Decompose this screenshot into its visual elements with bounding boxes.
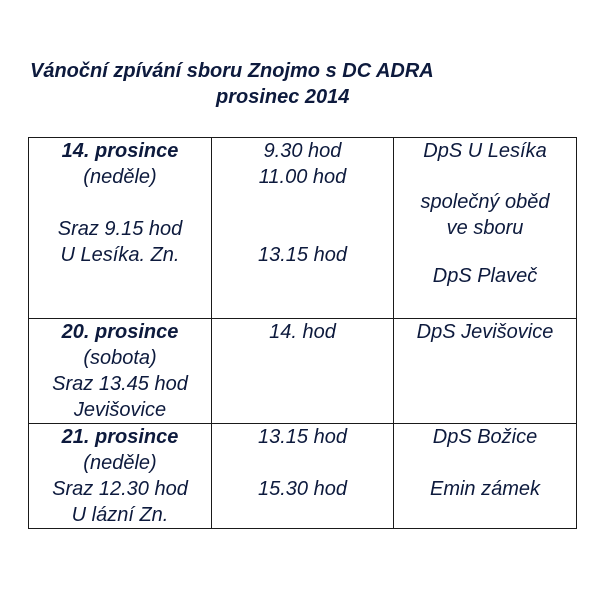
meeting-place: Jevišovice bbox=[73, 399, 167, 421]
place: Emin zámek bbox=[429, 478, 541, 500]
meeting-place: U Lesíka. Zn. bbox=[60, 244, 180, 266]
meeting-time: Sraz 13.45 hod bbox=[52, 373, 188, 395]
document-title bbox=[30, 58, 570, 110]
place-cell bbox=[394, 319, 577, 424]
meeting-place: U lázní Zn. bbox=[71, 504, 169, 526]
place: ve sboru bbox=[446, 217, 524, 239]
time: 11.00 hod bbox=[258, 166, 347, 188]
time: 13.15 hod bbox=[258, 244, 347, 266]
place: DpS Jevišovice bbox=[416, 321, 554, 343]
time-cell bbox=[212, 138, 394, 319]
place: společný oběd bbox=[420, 191, 550, 213]
date: 14. prosince bbox=[61, 140, 179, 162]
date-cell bbox=[29, 138, 212, 319]
place-cell bbox=[394, 424, 577, 529]
table-row bbox=[29, 319, 577, 424]
place-cell bbox=[394, 138, 577, 319]
time: 15.30 hod bbox=[258, 478, 347, 500]
place: DpS Plaveč bbox=[432, 265, 538, 287]
time: 13.15 hod bbox=[258, 426, 347, 448]
meeting-time: Sraz 12.30 hod bbox=[52, 478, 188, 500]
date: 20. prosince bbox=[61, 321, 179, 343]
table-row bbox=[29, 138, 577, 319]
weekday: (sobota) bbox=[83, 347, 157, 369]
weekday: (neděle) bbox=[83, 166, 157, 188]
time-cell bbox=[212, 319, 394, 424]
time: 14. hod bbox=[269, 321, 336, 343]
table-row bbox=[29, 424, 577, 529]
date-cell bbox=[29, 319, 212, 424]
title-line-2: prosinec 2014 bbox=[216, 86, 350, 108]
time-cell bbox=[212, 424, 394, 529]
place: DpS Božice bbox=[432, 426, 538, 448]
date: 21. prosince bbox=[61, 426, 179, 448]
weekday: (neděle) bbox=[83, 452, 157, 474]
title-line-1: Vánoční zpívání sboru Znojmo s DC ADRA bbox=[30, 60, 434, 82]
meeting-time: Sraz 9.15 hod bbox=[57, 218, 183, 240]
date-cell bbox=[29, 424, 212, 529]
place: DpS U Lesíka bbox=[423, 140, 547, 162]
schedule-table bbox=[28, 137, 577, 529]
time: 9.30 hod bbox=[263, 140, 342, 162]
